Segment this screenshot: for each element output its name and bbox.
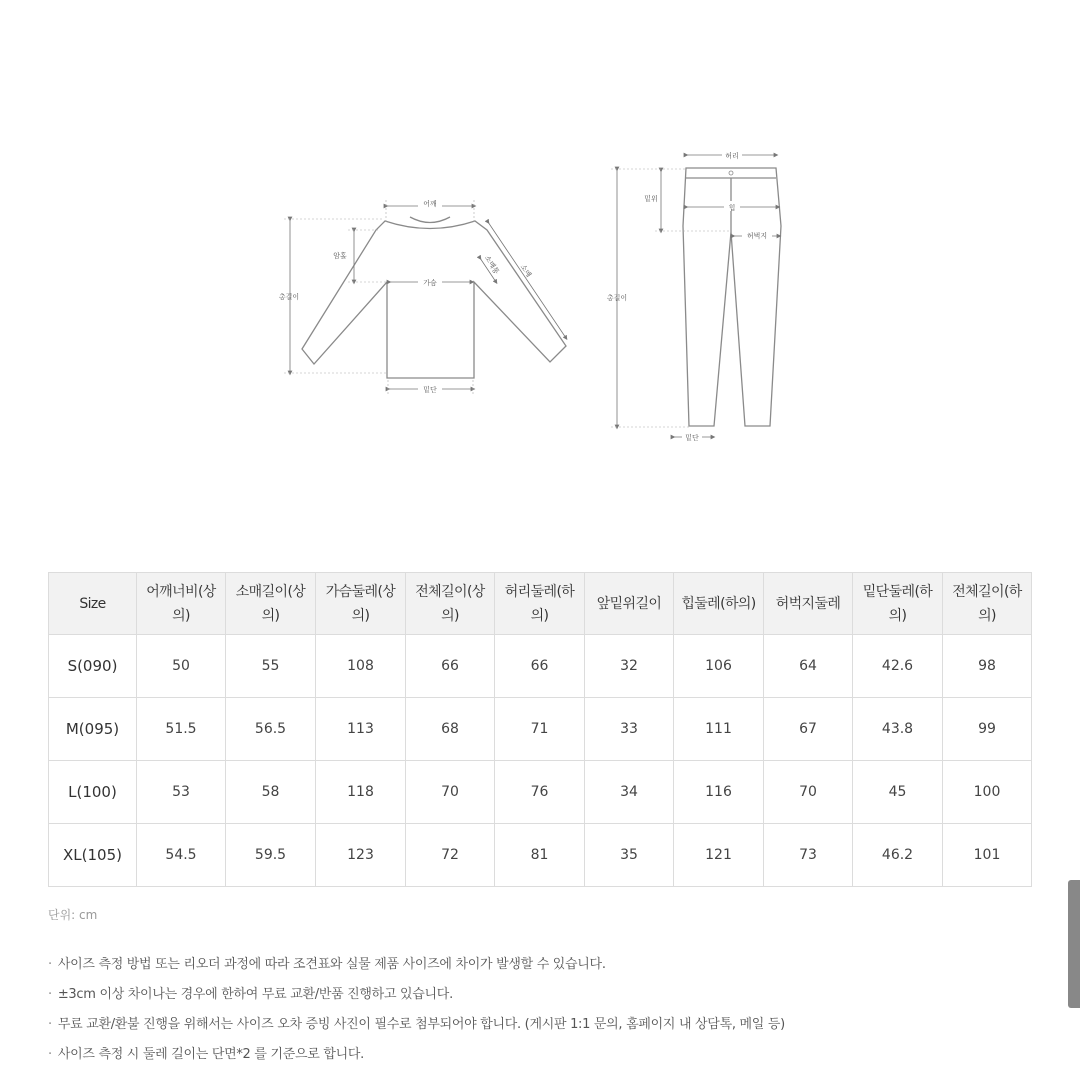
note-item <box>48 987 785 1017</box>
label-hip: 힙 <box>728 204 736 212</box>
size-table <box>48 572 1032 887</box>
table-cell: 42.6 <box>853 635 943 698</box>
table-row <box>49 824 1032 887</box>
header-thigh: 허벅지둘레 <box>764 573 853 635</box>
table-cell: 98 <box>943 635 1032 698</box>
table-cell: 108 <box>316 635 406 698</box>
table-cell: 68 <box>406 698 495 761</box>
header-chest: 가슴둘레(상 의) <box>316 573 406 635</box>
table-cell: 59.5 <box>226 824 316 887</box>
table-row <box>49 761 1032 824</box>
header-bottom-total-length: 전체길이(하 의) <box>943 573 1032 635</box>
table-cell: 121 <box>674 824 764 887</box>
table-cell: 70 <box>406 761 495 824</box>
header-front-rise: 앞밑위길이 <box>585 573 674 635</box>
header-waist: 허리둘레(하 의) <box>495 573 585 635</box>
note-item <box>48 1017 785 1047</box>
scrollbar-thumb[interactable] <box>1068 880 1080 1008</box>
header-hip: 힙둘레(하의) <box>674 573 764 635</box>
table-cell: 66 <box>495 635 585 698</box>
top-garment-diagram <box>279 199 566 394</box>
table-cell: 101 <box>943 824 1032 887</box>
top-garment-outline <box>302 217 566 378</box>
header-shoulder-width: 어깨너비(상 의) <box>137 573 226 635</box>
note-item <box>48 957 785 987</box>
table-cell: 123 <box>316 824 406 887</box>
table-cell: 76 <box>495 761 585 824</box>
table-cell: 32 <box>585 635 674 698</box>
unit-label: 단위: cm <box>48 908 98 922</box>
note-bullet: · <box>48 987 52 1002</box>
table-cell: 73 <box>764 824 853 887</box>
pants-diagram <box>607 148 781 442</box>
note-text: ±3cm 이상 차이나는 경우에 한하여 무료 교환/반품 진행하고 있습니다. <box>57 987 453 1002</box>
note-text: 사이즈 측정 방법 또는 리오더 과정에 따라 조견표와 실물 제품 사이즈에 차이가 발생할 수 있습니다. <box>57 957 606 972</box>
label-pants-hem: 밑단 <box>685 434 699 442</box>
size-cell: XL(105) <box>49 824 137 887</box>
label-sleeve-cuff: 소매통 <box>482 254 501 276</box>
notes-list <box>48 957 785 1077</box>
label-pants-total-length: 총길이 <box>606 294 628 302</box>
header-hem: 밑단둘레(하 의) <box>853 573 943 635</box>
size-cell: L(100) <box>49 761 137 824</box>
size-cell: S(090) <box>49 635 137 698</box>
table-cell: 70 <box>764 761 853 824</box>
label-shoulder: 어깨 <box>423 200 437 208</box>
label-thigh: 허벅지 <box>746 232 768 240</box>
note-text: 사이즈 측정 시 둘레 길이는 단면*2 를 기준으로 합니다. <box>57 1047 364 1062</box>
table-cell: 116 <box>674 761 764 824</box>
table-cell: 81 <box>495 824 585 887</box>
table-cell: 66 <box>406 635 495 698</box>
table-cell: 71 <box>495 698 585 761</box>
table-cell: 50 <box>137 635 226 698</box>
table-cell: 54.5 <box>137 824 226 887</box>
table-cell: 46.2 <box>853 824 943 887</box>
table-cell: 35 <box>585 824 674 887</box>
header-sleeve-length: 소매길이(상 의) <box>226 573 316 635</box>
table-cell: 51.5 <box>137 698 226 761</box>
table-cell: 118 <box>316 761 406 824</box>
label-top-hem: 밑단 <box>423 386 437 394</box>
label-chest: 가슴 <box>423 279 437 287</box>
table-cell: 55 <box>226 635 316 698</box>
table-cell: 43.8 <box>853 698 943 761</box>
note-bullet: · <box>48 957 52 972</box>
label-waist: 허리 <box>725 152 739 160</box>
header-size: Size <box>49 573 137 635</box>
table-cell: 34 <box>585 761 674 824</box>
label-armhole: 암홀 <box>333 252 347 260</box>
table-cell: 45 <box>853 761 943 824</box>
table-cell: 72 <box>406 824 495 887</box>
table-header-row <box>49 573 1032 635</box>
table-cell: 99 <box>943 698 1032 761</box>
table-cell: 53 <box>137 761 226 824</box>
table-cell: 56.5 <box>226 698 316 761</box>
size-cell: M(095) <box>49 698 137 761</box>
table-cell: 67 <box>764 698 853 761</box>
table-row <box>49 698 1032 761</box>
table-cell: 111 <box>674 698 764 761</box>
table-cell: 58 <box>226 761 316 824</box>
label-sleeve: 소매 <box>518 263 533 279</box>
note-bullet: · <box>48 1047 52 1062</box>
table-cell: 100 <box>943 761 1032 824</box>
header-top-total-length: 전체길이(상 의) <box>406 573 495 635</box>
table-row <box>49 635 1032 698</box>
table-cell: 64 <box>764 635 853 698</box>
label-rise: 밑위 <box>644 195 658 203</box>
note-bullet: · <box>48 1017 52 1032</box>
note-item <box>48 1047 785 1077</box>
note-text: 무료 교환/환불 진행을 위해서는 사이즈 오차 증빙 사진이 필수로 첨부되어야 합니다. (게시판 1:1 문의, 홈페이지 내 상담톡, 메일 등) <box>57 1017 785 1032</box>
table-cell: 33 <box>585 698 674 761</box>
table-cell: 113 <box>316 698 406 761</box>
label-top-total-length: 총길이 <box>278 293 300 301</box>
table-cell: 106 <box>674 635 764 698</box>
